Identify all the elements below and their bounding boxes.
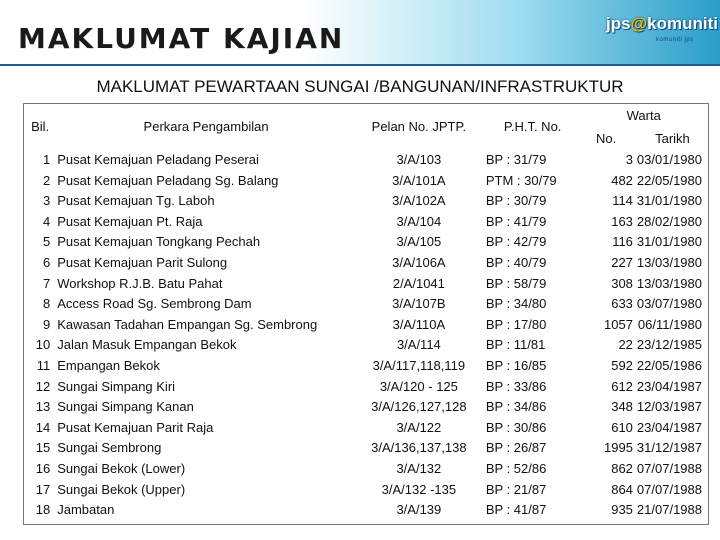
cell-pelan: 3/A/106A [392, 254, 446, 270]
cell-bil: 18 [35, 502, 51, 518]
cell-bil: 2 [43, 172, 51, 188]
cell-pelan: 3/A/122 [396, 419, 442, 435]
cell-pelan: 3/A/136,137,138 [371, 440, 467, 456]
cell-pht: BP : 41/79 [485, 213, 547, 229]
cell-perkara: Access Road Sg. Sembrong Dam [57, 296, 252, 312]
cell-tarikh: 12/03/1987 [636, 399, 702, 415]
cell-bil: 7 [43, 275, 51, 291]
cell-pht: BP : 11/81 [485, 337, 546, 353]
cell-tarikh: 23/04/1987 [636, 419, 702, 435]
logo-prefix: jps [606, 14, 631, 33]
cell-perkara: Sungai Bekok (Upper) [57, 481, 186, 497]
table-row [24, 294, 708, 315]
cell-tarikh: 07/07/1988 [636, 481, 702, 497]
col-header-tarikh: Tarikh [655, 131, 690, 146]
cell-perkara: Pusat Kemajuan Peladang Peserai [57, 152, 259, 167]
cell-pht: BP : 40/79 [485, 254, 547, 270]
cell-tarikh: 23/04/1987 [636, 378, 702, 394]
cell-bil: 10 [35, 337, 51, 353]
cell-pelan: 3/A/110A [392, 316, 446, 332]
cell-no: 592 [611, 357, 633, 373]
cell-pelan: 3/A/120 - 125 [379, 378, 458, 394]
cell-perkara: Jambatan [57, 502, 115, 518]
cell-pht: BP : 30/79 [485, 193, 547, 209]
cell-tarikh: 22/05/1986 [636, 357, 702, 373]
cell-pht: BP : 52/86 [485, 460, 547, 476]
logo-tagline: komuniti jps [656, 37, 694, 43]
cell-perkara: Empangan Bekok [57, 357, 160, 373]
table-row [24, 377, 708, 398]
cell-pelan: 3/A/102A [392, 193, 446, 209]
cell-perkara: Sungai Sembrong [57, 440, 162, 456]
cell-no: 935 [611, 502, 633, 518]
warta-table [24, 104, 708, 521]
cell-tarikh: 13/03/1980 [636, 254, 702, 270]
cell-tarikh: 03/07/1980 [636, 296, 702, 312]
cell-pht: BP : 31/79 [485, 152, 547, 167]
cell-pht: BP : 26/87 [485, 440, 547, 456]
table-row [24, 212, 708, 233]
cell-perkara: Kawasan Tadahan Empangan Sg. Sembrong [57, 316, 318, 332]
cell-no: 864 [611, 481, 633, 497]
cell-no: 348 [611, 399, 633, 415]
table-row [24, 480, 708, 501]
jps-komuniti-logo [606, 14, 718, 54]
col-header-pelan: Pelan No. JPTP. [371, 119, 467, 134]
cell-pelan: 3/A/104 [396, 213, 442, 229]
col-header-no: No. [596, 131, 617, 146]
cell-bil: 17 [35, 481, 51, 497]
cell-bil: 1 [43, 152, 51, 167]
cell-no: 3 [625, 152, 633, 167]
cell-no: 1995 [604, 440, 633, 456]
cell-no: 116 [612, 234, 633, 250]
cell-perkara: Sungai Bekok (Lower) [57, 460, 186, 476]
cell-bil: 15 [35, 440, 51, 456]
cell-pelan: 3/A/107B [392, 296, 446, 312]
table-row [24, 438, 708, 459]
cell-pelan: 3/A/103 [396, 152, 442, 167]
logo-suffix: komuniti [647, 14, 718, 33]
table-row [24, 356, 708, 377]
cell-perkara: Workshop R.J.B. Batu Pahat [57, 275, 223, 291]
cell-bil: 8 [43, 296, 51, 312]
table-row [24, 397, 708, 418]
cell-perkara: Pusat Kemajuan Peladang Sg. Balang [57, 172, 279, 188]
cell-tarikh: 31/01/1980 [636, 234, 702, 250]
cell-bil: 5 [43, 234, 51, 250]
cell-bil: 16 [35, 460, 51, 476]
cell-pelan: 2/A/1041 [392, 275, 445, 291]
cell-pelan: 3/A/132 [396, 460, 442, 476]
cell-tarikh: 31/01/1980 [636, 193, 702, 209]
cell-tarikh: 31/12/1987 [636, 440, 702, 456]
cell-pht: BP : 21/87 [485, 481, 547, 497]
cell-tarikh: 22/05/1980 [636, 172, 702, 188]
cell-no: 610 [611, 419, 633, 435]
cell-no: 1057 [604, 316, 633, 332]
cell-pelan: 3/A/114 [396, 337, 441, 353]
cell-no: 22 [618, 337, 633, 353]
cell-tarikh: 23/12/1985 [636, 337, 702, 353]
cell-tarikh: 28/02/1980 [636, 213, 702, 229]
cell-perkara: Pusat Kemajuan Parit Sulong [57, 254, 228, 270]
cell-pht: BP : 34/80 [485, 296, 547, 312]
cell-bil: 14 [35, 419, 51, 435]
cell-pht: BP : 16/85 [485, 357, 547, 373]
cell-no: 482 [611, 172, 633, 188]
cell-pelan: 3/A/105 [396, 234, 442, 250]
cell-tarikh: 03/01/1980 [636, 152, 702, 167]
cell-pelan: 3/A/117,118,119 [372, 357, 466, 373]
cell-pht: BP : 30/86 [485, 419, 547, 435]
section-subtitle: MAKLUMAT PEWARTAAN SUNGAI /BANGUNAN/INFRASTRUKTUR [96, 77, 624, 96]
cell-bil: 4 [43, 213, 51, 229]
col-header-bil: Bil. [31, 119, 50, 134]
table-row [24, 459, 708, 480]
cell-no: 114 [612, 193, 633, 209]
table-row [24, 500, 708, 521]
table-header-row [24, 104, 708, 128]
logo-wordmark [606, 14, 718, 34]
table-row [24, 274, 708, 295]
cell-perkara: Pusat Kemajuan Tongkang Pechah [57, 234, 261, 250]
table-row [24, 315, 708, 336]
page-title: MAKLUMAT KAJIAN [18, 22, 345, 55]
table-row [24, 253, 708, 274]
cell-perkara: Pusat Kemajuan Parit Raja [57, 419, 214, 435]
cell-pelan: 3/A/132 -135 [381, 481, 457, 497]
cell-pht: BP : 33/86 [485, 378, 547, 394]
cell-no: 308 [611, 275, 633, 291]
cell-pht: BP : 42/79 [485, 234, 547, 250]
cell-tarikh: 07/07/1988 [636, 460, 702, 476]
cell-bil: 13 [35, 399, 51, 415]
cell-no: 163 [611, 213, 633, 229]
cell-perkara: Sungai Simpang Kanan [57, 399, 194, 415]
cell-bil: 6 [43, 254, 51, 270]
cell-bil: 9 [43, 316, 51, 332]
cell-no: 633 [611, 296, 633, 312]
header-divider [0, 64, 720, 66]
col-header-pht: P.H.T. No. [503, 119, 562, 134]
cell-pht: PTM : 30/79 [485, 172, 557, 188]
col-header-perkara: Perkara Pengambilan [143, 119, 269, 134]
cell-bil: 3 [43, 193, 51, 209]
cell-tarikh: 06/11/1980 [637, 316, 702, 332]
table-row [24, 191, 708, 212]
table-row [24, 232, 708, 253]
cell-tarikh: 21/07/1988 [636, 502, 702, 518]
cell-pht: BP : 41/87 [485, 502, 547, 518]
cell-pht: BP : 58/79 [485, 275, 547, 291]
cell-pht: BP : 17/80 [485, 316, 547, 332]
cell-no: 227 [611, 254, 633, 270]
cell-perkara: Sungai Simpang Kiri [57, 378, 176, 394]
cell-bil: 11 [36, 357, 51, 373]
logo-at: @ [630, 14, 648, 33]
table-row [24, 335, 708, 356]
table-row [24, 150, 708, 171]
cell-perkara: Pusat Kemajuan Tg. Laboh [57, 193, 215, 209]
cell-tarikh: 13/03/1980 [636, 275, 702, 291]
cell-pelan: 3/A/126,127,128 [371, 399, 467, 415]
table-row [24, 171, 708, 192]
cell-no: 612 [611, 378, 633, 394]
cell-perkara: Pusat Kemajuan Pt. Raja [57, 213, 203, 229]
cell-no: 862 [611, 460, 633, 476]
cell-bil: 12 [35, 378, 51, 394]
col-header-warta: Warta [626, 108, 661, 123]
cell-pelan: 3/A/101A [392, 172, 446, 188]
cell-perkara: Jalan Masuk Empangan Bekok [57, 337, 237, 353]
table-row [24, 418, 708, 439]
cell-pht: BP : 34/86 [485, 399, 547, 415]
cell-pelan: 3/A/139 [396, 502, 442, 518]
